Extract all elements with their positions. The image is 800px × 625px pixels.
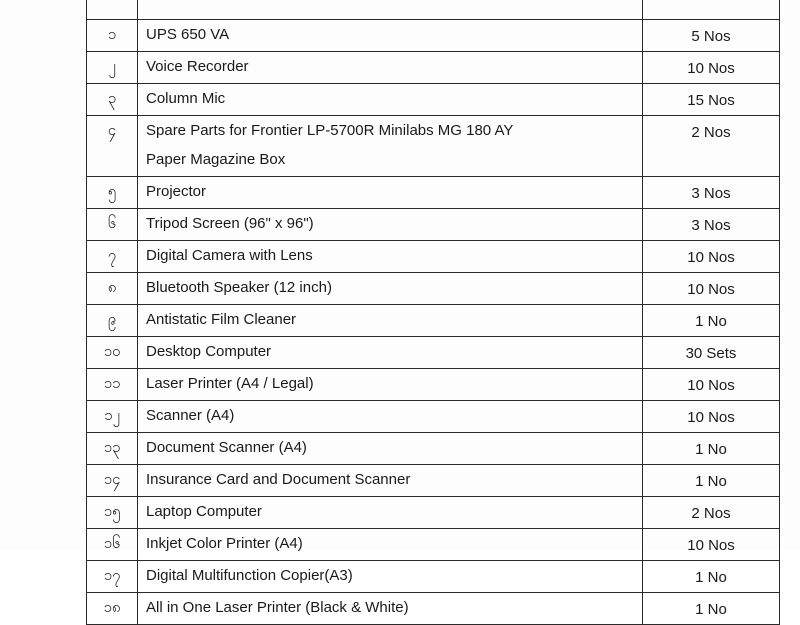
equipment-table bbox=[86, 0, 780, 625]
item-description: Laptop Computer bbox=[138, 497, 643, 529]
item-quantity: 1 No bbox=[643, 465, 780, 497]
item-description: UPS 650 VA bbox=[138, 20, 643, 52]
item-number: ၁၀ bbox=[87, 337, 138, 369]
item-number: ၃ bbox=[87, 84, 138, 116]
item-quantity: 30 Sets bbox=[643, 337, 780, 369]
item-number: ၁၈ bbox=[87, 593, 138, 625]
item-quantity: 1 No bbox=[643, 433, 780, 465]
table-row bbox=[87, 241, 780, 273]
item-quantity: 1 No bbox=[643, 305, 780, 337]
table-row bbox=[87, 593, 780, 625]
item-description: Insurance Card and Document Scanner bbox=[138, 465, 643, 497]
item-description: Voice Recorder bbox=[138, 52, 643, 84]
item-quantity: 10 Nos bbox=[643, 52, 780, 84]
table-row bbox=[87, 497, 780, 529]
item-number: ၆ bbox=[87, 209, 138, 241]
item-quantity: 10 Nos bbox=[643, 401, 780, 433]
item-quantity: 2 Nos bbox=[643, 497, 780, 529]
item-number: ၄ bbox=[87, 116, 138, 177]
table-row bbox=[87, 177, 780, 209]
table-row bbox=[87, 369, 780, 401]
item-description bbox=[138, 0, 643, 20]
item-number: ၁၂ bbox=[87, 401, 138, 433]
table-row bbox=[87, 337, 780, 369]
item-description: Bluetooth Speaker (12 inch) bbox=[138, 273, 643, 305]
item-quantity: 2 Nos bbox=[643, 116, 780, 177]
table-row bbox=[87, 401, 780, 433]
item-description bbox=[138, 116, 643, 177]
table-row bbox=[87, 433, 780, 465]
item-description-line-1: Spare Parts for Frontier LP-5700R Minilabs MG 180 AY bbox=[146, 122, 514, 139]
item-description: Laser Printer (A4 / Legal) bbox=[138, 369, 643, 401]
item-description: Digital Camera with Lens bbox=[138, 241, 643, 273]
item-quantity: 10 Nos bbox=[643, 529, 780, 561]
table-row bbox=[87, 116, 780, 177]
item-number: ၁၇ bbox=[87, 561, 138, 593]
item-quantity: 3 Nos bbox=[643, 177, 780, 209]
item-number: ၁၃ bbox=[87, 433, 138, 465]
table-row bbox=[87, 20, 780, 52]
item-description: Column Mic bbox=[138, 84, 643, 116]
table-row bbox=[87, 305, 780, 337]
table-row bbox=[87, 529, 780, 561]
item-description: All in One Laser Printer (Black & White) bbox=[138, 593, 643, 625]
item-description-line-2: Paper Magazine Box bbox=[146, 151, 286, 168]
item-number: ၁၆ bbox=[87, 529, 138, 561]
item-description: Projector bbox=[138, 177, 643, 209]
item-description: Tripod Screen (96" x 96") bbox=[138, 209, 643, 241]
item-description: Inkjet Color Printer (A4) bbox=[138, 529, 643, 561]
item-number: ၁ bbox=[87, 20, 138, 52]
item-quantity: 1 No bbox=[643, 593, 780, 625]
item-quantity: 5 Nos bbox=[643, 20, 780, 52]
item-quantity: 15 Nos bbox=[643, 84, 780, 116]
item-quantity: 3 Nos bbox=[643, 209, 780, 241]
table-row bbox=[87, 84, 780, 116]
item-quantity: 10 Nos bbox=[643, 241, 780, 273]
item-description: Document Scanner (A4) bbox=[138, 433, 643, 465]
item-number: ၁၁ bbox=[87, 369, 138, 401]
item-description: Desktop Computer bbox=[138, 337, 643, 369]
item-number: ၂ bbox=[87, 52, 138, 84]
table-row bbox=[87, 52, 780, 84]
item-number bbox=[87, 0, 138, 20]
table-row bbox=[87, 273, 780, 305]
item-number: ၈ bbox=[87, 273, 138, 305]
item-description: Scanner (A4) bbox=[138, 401, 643, 433]
item-quantity: 1 No bbox=[643, 561, 780, 593]
item-quantity bbox=[643, 0, 780, 20]
item-description: Digital Multifunction Copier(A3) bbox=[138, 561, 643, 593]
item-number: ၅ bbox=[87, 177, 138, 209]
item-description: Antistatic Film Cleaner bbox=[138, 305, 643, 337]
table-row bbox=[87, 0, 780, 20]
item-number: ၉ bbox=[87, 305, 138, 337]
item-quantity: 10 Nos bbox=[643, 369, 780, 401]
item-number: ၇ bbox=[87, 241, 138, 273]
table-row bbox=[87, 209, 780, 241]
table-row bbox=[87, 561, 780, 593]
item-number: ၁၅ bbox=[87, 497, 138, 529]
item-quantity: 10 Nos bbox=[643, 273, 780, 305]
table-row bbox=[87, 465, 780, 497]
item-number: ၁၄ bbox=[87, 465, 138, 497]
